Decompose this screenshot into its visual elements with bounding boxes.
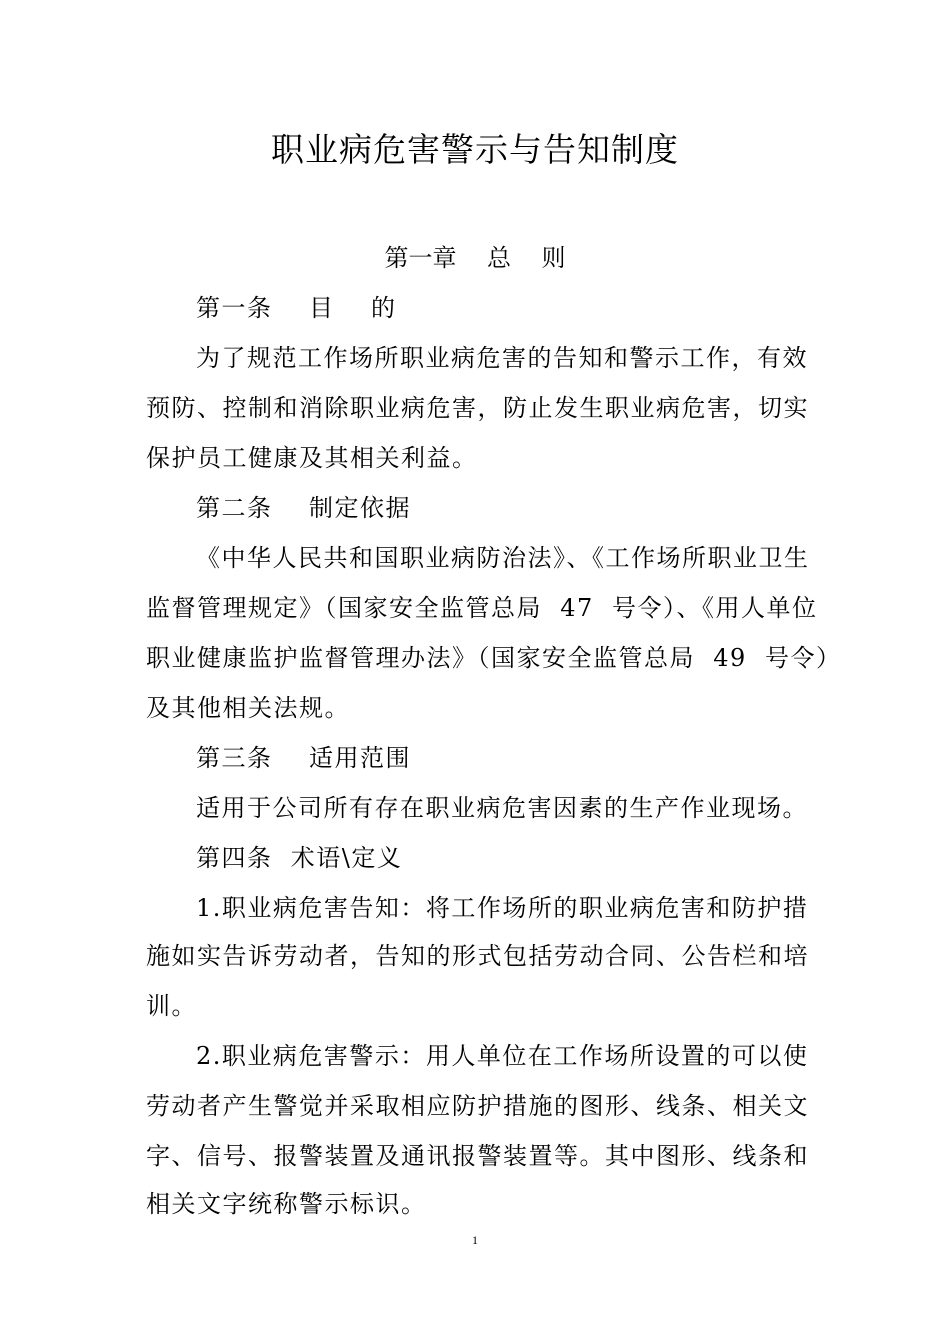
paragraph-line: 保护员工健康及其相关利益。 [146, 444, 478, 472]
chapter-heading: 第一章 总 则 [384, 244, 566, 272]
page-number: 1 [472, 1233, 478, 1247]
article-heading: 第三条 适用范围 [196, 744, 412, 772]
article-heading: 第一条 目 的 [196, 294, 397, 322]
paragraph-line: 监督管理规定》（国家安全监管总局 47 号令）、《用人单位 [146, 594, 818, 622]
paragraph-line: 《中华人民共和国职业病防治法》、《工作场所职业卫生 [196, 544, 810, 572]
paragraph-line: 为了规范工作场所职业病危害的告知和警示工作，有效 [196, 344, 808, 372]
paragraph-line: 1.职业病危害告知：将工作场所的职业病危害和防护措 [196, 894, 809, 922]
article-heading: 第二条 制定依据 [196, 494, 412, 522]
paragraph-line: 相关文字统称警示标识。 [146, 1190, 427, 1218]
paragraph-line: 预防、控制和消除职业病危害，防止发生职业病危害，切实 [146, 394, 809, 422]
paragraph-line: 及其他相关法规。 [146, 694, 350, 722]
paragraph-line: 施如实告诉劳动者，告知的形式包括劳动合同、公告栏和培 [146, 942, 809, 970]
paragraph-line: 劳动者产生警觉并采取相应防护措施的图形、线条、相关文 [146, 1092, 809, 1120]
paragraph-line: 字、信号、报警装置及通讯报警装置等。其中图形、线条和 [146, 1142, 809, 1170]
article-heading: 第四条 术语\定义 [196, 844, 403, 872]
paragraph-line: 适用于公司所有存在职业病危害因素的生产作业现场。 [196, 794, 808, 822]
paragraph-line: 职业健康监护监督管理办法》（国家安全监管总局 49 号令） [146, 644, 842, 672]
document-title: 职业病危害警示与告知制度 [271, 130, 679, 169]
paragraph-line: 2.职业病危害警示：用人单位在工作场所设置的可以使 [196, 1042, 809, 1070]
paragraph-line: 训。 [146, 992, 197, 1020]
